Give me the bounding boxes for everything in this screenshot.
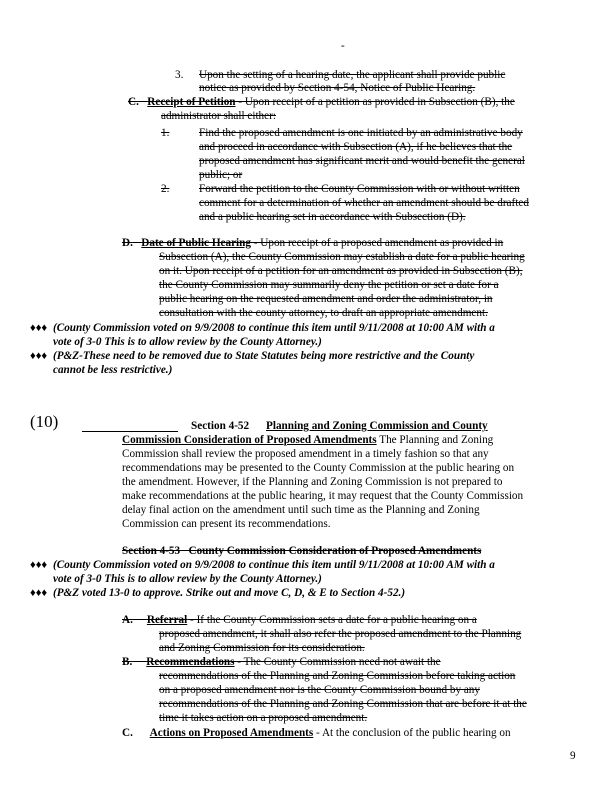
section-c-new-line1: - At the conclusion of the public hearing on — [313, 727, 511, 739]
section-c-new-heading — [122, 727, 511, 740]
section-d-old-line6: consultation with the county attorney, to draft an appropriate amendment. — [159, 307, 488, 319]
section-a-old-line2: proposed amendment, it shall also refer the proposed amendment to the Planning — [159, 628, 522, 640]
section-a-old-line1: - If the County Commission sets a date for a public hearing on a — [187, 614, 477, 626]
note-3-bullet: ♦♦♦ — [30, 559, 48, 571]
section-c-old-line2: administrator shall either: — [161, 110, 276, 122]
note-3-line2: vote of 3-0 This is to allow review by the County Attorney.) — [53, 573, 322, 585]
section-b-old-heading — [122, 656, 441, 669]
section-c-old-letter: C. — [128, 96, 139, 108]
section-c-old-sub1-number: 1. — [161, 127, 170, 139]
item3-number: 3. — [175, 69, 184, 81]
section-c-old-line1: - Upon receipt of a petition as provided in Subsection (B), the — [235, 96, 515, 108]
section-c-old-sub2-line3: and a public hearing set in accordance with Subsection (D). — [199, 211, 466, 223]
section-c-old-sub2-number: 2. — [161, 183, 170, 195]
note-2-line2: cannot be less restrictive.) — [53, 364, 173, 376]
section-a-old-letter: A. — [122, 614, 133, 626]
section-c-old-sub1-line3: proposed amendment has significant merit and would benefit the general — [199, 155, 525, 167]
section-d-old-line4: the County Commission may summarily deny the petition or set a date for a — [159, 279, 499, 291]
note-2-line1: (P&Z-These need to be removed due to State Statutes being more restrictive and the County — [53, 350, 475, 362]
item3-line1: Upon the setting of a hearing date, the applicant shall provide public — [199, 69, 506, 81]
section-a-old-line3: and Zoning Commission for its consideration. — [159, 642, 365, 654]
note-1-line2: vote of 3-0 This is to allow review by the County Attorney.) — [53, 336, 322, 348]
section-4-52-title: Planning and Zoning Commission and County — [266, 420, 488, 432]
section-c-old-heading — [128, 96, 515, 109]
note-1-line1: (County Commission voted on 9/9/2008 to continue this item until 9/11/2008 at 10:00 AM with a — [53, 322, 495, 334]
section-c-old-sub1-line4: public; or — [199, 169, 243, 181]
item-number: (10) — [30, 412, 59, 431]
section-4-52-body-line5: make recommendations at the public hearing, it may request that the County Commission — [122, 490, 524, 502]
section-c-new-title: Actions on Proposed Amendments — [149, 727, 314, 739]
section-b-old-line3: on a proposed amendment nor is the County Commission bound by any — [159, 684, 480, 696]
section-d-old-line1: - Upon receipt of a proposed amendment as provided in — [250, 237, 504, 249]
section-4-52-body-line3: recommendations may be presented to the County Commission at the public hearing on — [122, 462, 515, 474]
section-c-old-sub2-line2: comment for a determination of whether an amendment should be drafted — [199, 197, 529, 209]
section-c-old-title: Receipt of Petition — [147, 96, 236, 108]
section-d-old-title: Date of Public Hearing — [141, 237, 251, 249]
section-c-old-sub2-line1: Forward the petition to the County Commission with or without written — [199, 183, 520, 195]
section-b-old-line2: recommendations of the Planning and Zoning Commission before taking action — [159, 670, 516, 682]
item3-line2: notice as provided by Section 4-54, Notice of Public Hearing. — [199, 82, 476, 94]
section-d-old-letter: D. — [122, 237, 133, 249]
section-4-52-body-line7: Commission can present its recommendations. — [122, 518, 331, 530]
section-a-old-heading — [122, 614, 477, 627]
page-top-mark: - — [341, 40, 345, 52]
note-3-line1: (County Commission voted on 9/9/2008 to continue this item until 9/11/2008 at 10:00 AM with a — [53, 559, 495, 571]
item-blank-line — [82, 431, 178, 432]
section-4-52-body-line1 — [122, 434, 493, 447]
section-c-old-sub1-line2: and proceed in accordance with Subsection (A), if he believes that the — [199, 141, 513, 153]
section-d-old-line2: Subsection (A), the County Commission may establish a date for a public hearing — [159, 251, 525, 263]
section-4-52-body-line6: delay final action on the amendment until such time as the Planning and Zoning — [122, 504, 480, 516]
section-4-52-body-line1-rest: The Planning and Zoning — [376, 434, 494, 446]
section-4-52-title-cont: Commission Consideration of Proposed Amendments — [122, 434, 377, 446]
section-4-52-body-line4: the amendment. However, if the Planning and Zoning Commission is not prepared to — [122, 476, 503, 488]
section-b-old-line4: recommendations of the Planning and Zoning Commission that are before it at the — [159, 698, 527, 710]
section-d-old-line5: public hearing on the requested amendment and order the administrator, in — [159, 293, 493, 305]
note-2-bullet: ♦♦♦ — [30, 350, 48, 362]
section-c-new-letter: C. — [122, 727, 133, 739]
page-number: 9 — [570, 750, 576, 762]
section-4-53-heading: Section 4-53 County Commission Consideration of Proposed Amendments — [122, 545, 482, 557]
section-b-old-letter: B. — [122, 656, 133, 668]
section-b-old-title: Recommendations — [146, 656, 235, 668]
section-a-old-title: Referral — [146, 614, 188, 626]
section-b-old-line5: time it takes action on a proposed amendment. — [159, 712, 368, 724]
section-b-old-line1: - The County Commission need not await the — [234, 656, 441, 668]
note-4-line1: (P&Z voted 13-0 to approve. Strike out and move C, D, & E to Section 4-52.) — [53, 587, 406, 599]
section-4-52-body-line2: Commission shall review the proposed amendment in a timely fashion so that any — [122, 448, 489, 460]
section-d-old-heading — [122, 237, 503, 250]
note-1-bullet: ♦♦♦ — [30, 322, 48, 334]
section-d-old-line3: on it. Upon receipt of a petition for an amendment as provided in Subsection (B), — [159, 265, 523, 277]
note-4-bullet: ♦♦♦ — [30, 587, 48, 599]
section-4-52-label: Section 4-52 — [191, 420, 250, 432]
section-c-old-sub1-line1: Find the proposed amendment is one initiated by an administrative body — [199, 127, 523, 139]
